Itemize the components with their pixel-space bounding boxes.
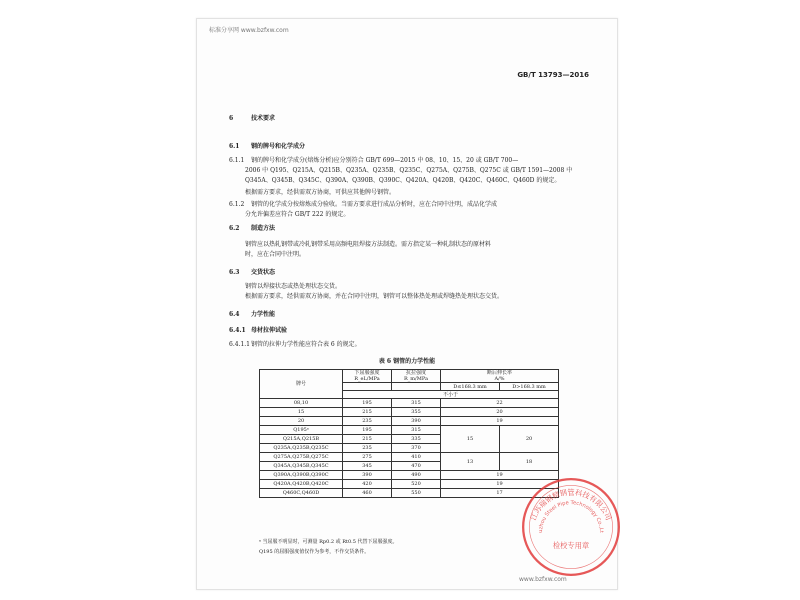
section-number: 6.2 (229, 225, 240, 232)
section-text: 母材拉伸试验 (251, 327, 288, 334)
table-row (260, 417, 559, 426)
section-number: 6.4.1.1 (229, 341, 250, 348)
cell-grade: 15 (260, 408, 343, 417)
section-line (229, 225, 275, 233)
section-line (245, 293, 503, 301)
cell-yield: 390 (343, 471, 392, 480)
cell-yield: 275 (343, 453, 392, 462)
cell-tensile: 315 (392, 399, 441, 408)
header-min: 不小于 (343, 391, 559, 399)
cell-grade: Q420A,Q420B,Q420C (260, 480, 343, 489)
table-row (260, 471, 559, 480)
section-text: 钢的牌号和化学成分(熔炼分析)应分别符合 GB/T 699—2015 中 08、10、15、20 或 GB/T 700— (251, 157, 519, 164)
section-line (229, 269, 275, 277)
cell-grade: Q345A,Q345B,Q345C (260, 462, 343, 471)
section-number: 6.1 (229, 143, 240, 150)
section-text: 制造方法 (251, 225, 276, 232)
cell-grade: 08,10 (260, 399, 343, 408)
table-row (260, 489, 559, 498)
section-number: 6.4.1 (229, 327, 246, 334)
section-line (245, 177, 560, 185)
cell-tensile: 470 (392, 462, 441, 471)
cell-elong-large: 20 (500, 426, 559, 453)
cell-yield: 420 (343, 480, 392, 489)
section-line (229, 157, 518, 165)
section-number: 6.3 (229, 269, 240, 276)
cell-tensile: 370 (392, 444, 441, 453)
section-line (229, 115, 275, 123)
cell-grade: Q275A,Q275B,Q275C (260, 453, 343, 462)
section-text: 力学性能 (251, 311, 276, 318)
header-blank-2 (392, 383, 441, 391)
section-text: 2006 中 Q195、Q215A、Q215B、Q235A、Q235B、Q235C、Q275A、Q275B、Q275C 或 GB/T 1591—2008 中 (245, 167, 573, 174)
cell-elongation: 19 (441, 471, 559, 480)
section-line (245, 283, 341, 291)
section-text: 技术要求 (251, 115, 276, 122)
section-line (229, 201, 497, 209)
section-number: 6.1.2 (229, 201, 245, 208)
footnote-2: Q195 的屈服强度值仅作为参考，不作交货条件。 (259, 549, 370, 555)
section-text: 交货状态 (251, 269, 276, 276)
cell-yield: 215 (343, 435, 392, 444)
standard-code: GB/T 13793—2016 (517, 71, 589, 79)
section-text: 钢管以焊接状态或热处理状态交货。 (245, 283, 342, 290)
cell-elong-small: 13 (441, 453, 500, 471)
company-seal-stamp (519, 475, 623, 579)
header-elongation: 断后伸长率 A/% (441, 370, 559, 383)
header-blank-1 (343, 383, 392, 391)
section-text: 钢管的拉伸力学性能应符合表 6 的规定。 (251, 341, 361, 348)
table-row (260, 399, 559, 408)
header-d-small: D≤168.3 mm (441, 383, 500, 391)
cell-yield: 235 (343, 444, 392, 453)
table-row (260, 408, 559, 417)
header-d-large: D>168.3 mm (500, 383, 559, 391)
table-row (260, 480, 559, 489)
cell-elong-large: 18 (500, 453, 559, 471)
cell-grade: 20 (260, 417, 343, 426)
cell-elongation: 20 (441, 408, 559, 417)
cell-yield: 215 (343, 408, 392, 417)
cell-tensile: 315 (392, 426, 441, 435)
header-yield: 下屈服强度 R_eL/MPa (343, 370, 392, 383)
cell-elongation: 19 (441, 417, 559, 426)
cell-tensile: 520 (392, 480, 441, 489)
cell-grade: Q195ᵃ (260, 426, 343, 435)
section-text: 时，应在合同中注明。 (245, 251, 306, 258)
cell-tensile: 550 (392, 489, 441, 498)
cell-yield: 195 (343, 399, 392, 408)
section-line (229, 311, 275, 319)
header-tensile: 抗拉强度 R_m/MPa (392, 370, 441, 383)
section-line (245, 241, 491, 249)
cell-grade: Q215A,Q215B (260, 435, 343, 444)
svg-text:江苏瑞钢精钢管科技有限公司: 江苏瑞钢精钢管科技有限公司 (528, 487, 614, 522)
section-line (229, 341, 361, 349)
cell-grade: Q235A,Q235B,Q235C (260, 444, 343, 453)
section-number: 6 (229, 115, 234, 122)
cell-tensile: 355 (392, 408, 441, 417)
footnote-1: ᵃ 当屈服不明显时，可测量 Rp0.2 或 Rt0.5 代替下屈服强度。 (259, 539, 398, 545)
section-number: 6.1.1 (229, 157, 245, 164)
cell-yield: 460 (343, 489, 392, 498)
cell-tensile: 390 (392, 417, 441, 426)
table-title: 表 6 钢管的力学性能 (378, 358, 436, 365)
section-line (245, 211, 349, 219)
cell-elongation: 22 (441, 399, 559, 408)
section-line (229, 327, 287, 335)
cell-tensile: 410 (392, 453, 441, 462)
cell-yield: 345 (343, 462, 392, 471)
watermark-top: 标准分享网 www.bzfxw.com (209, 27, 289, 34)
section-line (245, 251, 305, 259)
cell-yield: 195 (343, 426, 392, 435)
section-line (245, 189, 395, 197)
section-line (229, 143, 305, 151)
section-line (245, 167, 572, 175)
section-text: Q345A、Q345B、Q345C、Q390A、Q390B、Q390C、Q420A、Q420B、Q420C、Q460C、Q460D 的规定。 (245, 177, 561, 184)
cell-elongation: 19 (441, 480, 559, 489)
cell-elongation: 17 (441, 489, 559, 498)
table-row (260, 426, 559, 435)
header-grade: 牌号 (260, 370, 343, 399)
cell-elong-small: 15 (441, 426, 500, 453)
watermark-bottom: www.bzfxw.com (519, 576, 567, 583)
svg-text:检校专用章: 检校专用章 (552, 540, 590, 550)
table-row (260, 453, 559, 462)
cell-tensile: 490 (392, 471, 441, 480)
cell-tensile: 335 (392, 435, 441, 444)
section-text: 分允许偏差应符合 GB/T 222 的规定。 (245, 211, 350, 218)
mechanical-properties-table (259, 369, 559, 498)
document-page (196, 18, 618, 590)
section-text: 根据需方要求，经供需双方协商，可供应其他牌号钢管。 (245, 189, 396, 196)
section-text: 钢的牌号和化学成分 (251, 143, 306, 150)
svg-text:Suzhou Steel Pipe Technology C: uzhou Steel Pipe Technology Co.,Lt (537, 500, 605, 534)
cell-grade: Q460C,Q460D (260, 489, 343, 498)
cell-yield: 235 (343, 417, 392, 426)
section-text: 钢管应以热轧钢带或冷轧钢带采用高频电阻焊接方法制造。需方指定某一种轧制状态的原材料 (245, 241, 492, 248)
section-text: 根据需方要求，经供需双方协商，并在合同中注明，钢管可以整体热处理或焊缝热处理状态交货。 (245, 293, 504, 300)
section-number: 6.4 (229, 311, 240, 318)
section-text: 钢管的化学成分按熔炼成分验收。当需方要求进行成品分析时，应在合同中注明，成品化学成 (251, 201, 498, 208)
cell-grade: Q390A,Q390B,Q390C (260, 471, 343, 480)
